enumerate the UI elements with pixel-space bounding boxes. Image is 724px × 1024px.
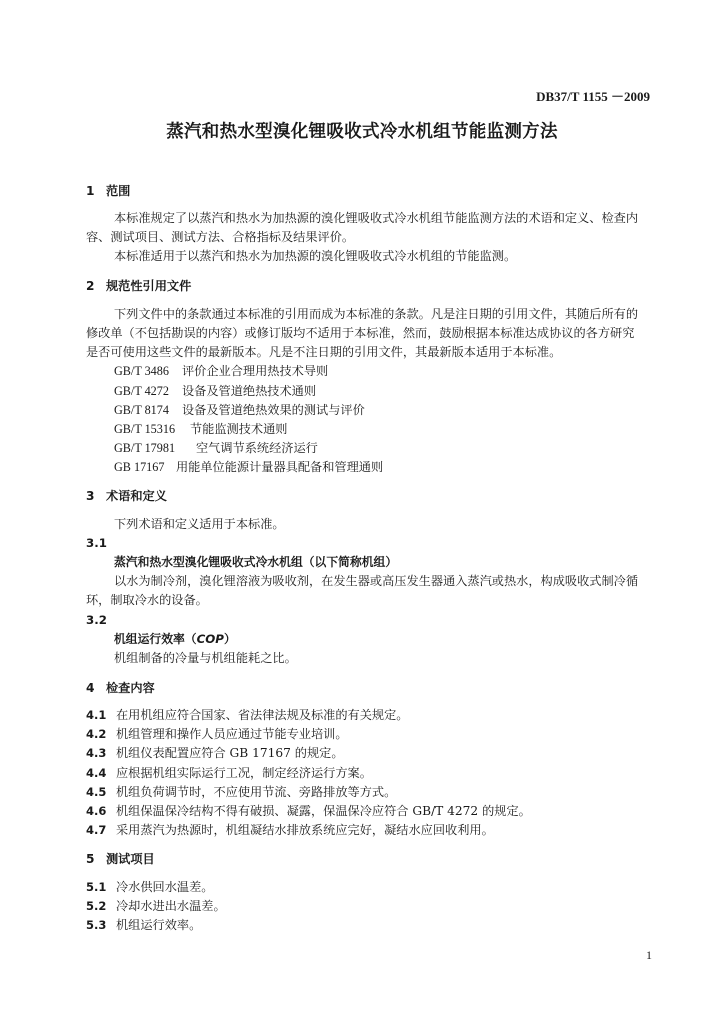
item-text: 机组负荷调节时，不应使用节流、旁路排放等方式。 [116,785,397,799]
paragraph-line: 下列文件中的条款通过本标准的引用而成为本标准的条款。凡是注日期的引用文件，其随后所有的 [114,307,639,321]
section-number: 2 [86,279,95,293]
reference-code: GB/T 3486 [114,364,169,378]
paragraph-line: 本标准规定了以蒸汽和热水为加热源的溴化锂吸收式冷水机组节能监测方法的术语和定义、检查内 [114,211,639,225]
list-item [86,917,201,933]
reference-code: GB/T 4272 [114,384,169,398]
item-number: 4.6 [86,804,107,818]
reference-code: GB/T 8174 [114,403,169,417]
page-number: 1 [646,948,652,962]
reference-code: GB 17167 [114,460,165,474]
term-name-suffix: ） [223,632,236,646]
list-item [86,707,409,723]
list-item [86,765,372,781]
reference-item [114,402,365,418]
list-item [86,803,531,819]
item-number: 4.2 [86,727,107,741]
term-name [114,631,236,647]
item-text: 冷却水进出水温差。 [116,899,226,913]
list-item [86,745,344,761]
reference-title: 评价企业合理用热技术导则 [182,364,329,378]
term-name: 蒸汽和热水型溴化锂吸收式冷水机组（以下简称机组） [114,555,398,569]
term-name-prefix: 机组运行效率（ [114,632,197,646]
item-text: 在用机组应符合国家、省法律法规及标准的有关规定。 [116,708,409,722]
section-4-heading [86,680,155,696]
section-2-heading [86,278,191,294]
document-number: DB37/T 1155 －2009 [536,89,650,104]
section-title: 检查内容 [106,681,155,695]
reference-title: 节能监测技术通则 [190,422,288,436]
item-number: 5.2 [86,899,107,913]
item-text: 应根据机组实际运行工况，制定经济运行方案。 [116,766,372,780]
section-title: 术语和定义 [106,489,167,503]
reference-item [114,363,328,379]
section-3-heading [86,488,167,504]
section-number: 4 [86,681,95,695]
reference-item [114,459,383,475]
item-text: 机组保温保冷结构不得有破损、凝露，保温保冷应符合 GB/T 4272 的规定。 [116,804,531,818]
reference-title: 用能单位能源计量器具配备和管理通则 [176,460,384,474]
item-text: 机组管理和操作人员应通过节能专业培训。 [116,727,348,741]
reference-item [114,421,288,437]
section-number: 1 [86,184,95,198]
section-title: 测试项目 [106,852,155,866]
paragraph-line: 本标准适用于以蒸汽和热水为加热源的溴化锂吸收式冷水机组的节能监测。 [114,249,517,263]
reference-title: 设备及管道绝热技术通则 [182,384,317,398]
item-number: 5.3 [86,918,107,932]
list-item [86,784,396,800]
item-text: 机组运行效率。 [116,918,202,932]
item-text: 机组仪表配置应符合 GB 17167 的规定。 [116,746,344,760]
term-number: 3.1 [86,536,107,550]
paragraph-line: 机组制备的冷量与机组能耗之比。 [114,651,297,665]
paragraph-line: 环，制取冷水的设备。 [86,593,208,607]
item-number: 4.5 [86,785,107,799]
section-5-heading [86,851,155,867]
reference-item [114,440,318,456]
section-number: 3 [86,489,95,503]
item-number: 4.1 [86,708,107,722]
paragraph-line: 修改单（不包括勘误的内容）或修订版均不适用于本标准，然而，鼓励根据本标准达成协议的各方研究 [86,326,635,340]
term-abbreviation: COP [196,632,224,646]
section-number: 5 [86,852,95,866]
item-text: 采用蒸汽为热源时，机组凝结水排放系统应完好，凝结水应回收利用。 [116,823,494,837]
item-text: 冷水供回水温差。 [116,880,214,894]
section-title: 范围 [106,184,131,198]
reference-item [114,383,316,399]
list-item [86,726,348,742]
paragraph-line: 容、测试项目、测试方法、合格指标及结果评价。 [86,230,355,244]
section-1-heading [86,183,130,199]
item-number: 4.4 [86,766,107,780]
document-title: 蒸汽和热水型溴化锂吸收式冷水机组节能监测方法 [166,122,558,142]
item-number: 4.3 [86,746,107,760]
reference-title: 设备及管道绝热效果的测试与评价 [182,403,365,417]
list-item [86,879,214,895]
list-item [86,822,494,838]
reference-title: 空气调节系统经济运行 [196,441,318,455]
reference-code: GB/T 17981 [114,441,176,455]
reference-code: GB/T 15316 [114,422,176,436]
paragraph-line: 是否可使用这些文件的最新版本。凡是不注日期的引用文件，其最新版本适用于本标准。 [86,345,562,359]
paragraph-line: 以水为制冷剂，溴化锂溶液为吸收剂，在发生器或高压发生器通入蒸汽或热水，构成吸收式制冷循 [114,574,639,588]
term-number: 3.2 [86,613,107,627]
item-number: 5.1 [86,880,107,894]
item-number: 4.7 [86,823,107,837]
paragraph-line: 下列术语和定义适用于本标准。 [114,517,285,531]
section-title: 规范性引用文件 [106,279,192,293]
list-item [86,898,226,914]
